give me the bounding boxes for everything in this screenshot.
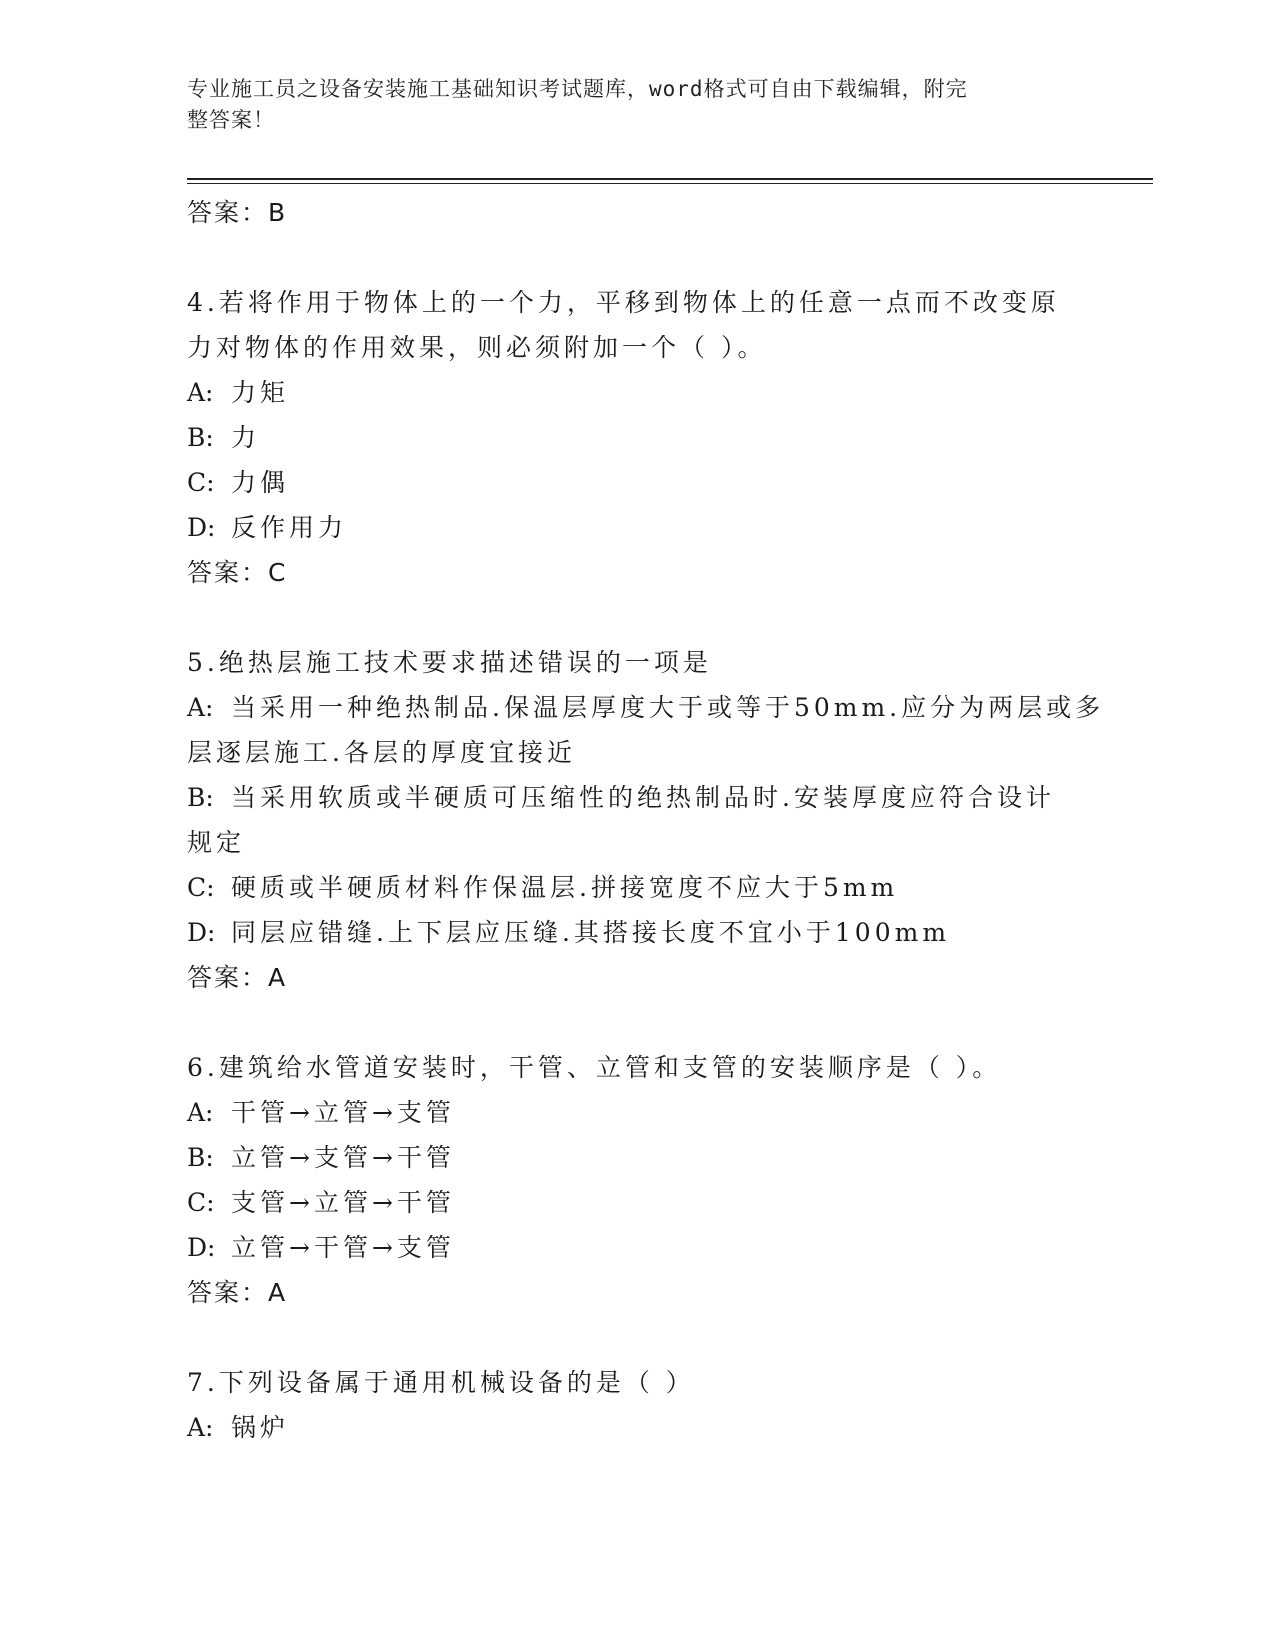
option-text: 当采用一种绝热制品.保温层厚度大于或等于50mm.应分为两层或多 bbox=[231, 693, 1105, 722]
question-list bbox=[187, 190, 1105, 1450]
spacer bbox=[187, 1315, 1087, 1360]
option-key: C: bbox=[187, 1188, 215, 1217]
option-key: C: bbox=[187, 873, 215, 902]
option-b bbox=[187, 1135, 1087, 1180]
option-key: D: bbox=[187, 918, 216, 947]
option-text: 支管→立管→干管 bbox=[231, 1188, 455, 1217]
header-rule-thick bbox=[187, 178, 1153, 180]
option-key: B: bbox=[187, 423, 214, 452]
option-c bbox=[187, 1180, 1087, 1225]
question-text: 力对物体的作用效果，则必须附加一个（ ）。 bbox=[187, 333, 767, 362]
option-text: 立管→干管→支管 bbox=[231, 1233, 455, 1262]
option-text: 立管→支管→干管 bbox=[231, 1143, 455, 1172]
option-key: B: bbox=[187, 783, 214, 812]
question-block bbox=[187, 1360, 1087, 1450]
header-rule-thin bbox=[187, 183, 1153, 184]
option-key: A: bbox=[187, 693, 214, 722]
option-text: 力 bbox=[231, 423, 261, 452]
option-key: B: bbox=[187, 1143, 214, 1172]
question-text: 6.建筑给水管道安装时，干管、立管和支管的安装顺序是（ ）。 bbox=[187, 1053, 1002, 1082]
header-line-2: 整答案！ bbox=[187, 108, 275, 132]
option-key: D: bbox=[187, 1233, 216, 1262]
option-text: 硬质或半硬质材料作保温层.拼接宽度不应大于5mm bbox=[231, 873, 899, 902]
option-b-continued: 规定 bbox=[187, 828, 246, 857]
answer-line: 答案：C bbox=[187, 558, 288, 587]
page-header bbox=[187, 74, 1067, 136]
option-text: 干管→立管→支管 bbox=[231, 1098, 455, 1127]
question-text: 5.绝热层施工技术要求描述错误的一项是 bbox=[187, 648, 712, 677]
spacer bbox=[187, 235, 1087, 280]
option-b bbox=[187, 415, 1087, 460]
option-d bbox=[187, 505, 1087, 550]
option-key: D: bbox=[187, 513, 216, 542]
header-line-1: 专业施工员之设备安装施工基础知识考试题库，word格式可自由下载编辑，附完 bbox=[187, 77, 968, 101]
option-key: A: bbox=[187, 1098, 214, 1127]
answer-line: 答案：A bbox=[187, 1278, 288, 1307]
question-block bbox=[187, 1045, 1087, 1315]
question-block bbox=[187, 280, 1087, 595]
option-a bbox=[187, 1405, 1087, 1450]
option-text: 力偶 bbox=[231, 468, 290, 497]
option-d bbox=[187, 910, 1087, 955]
spacer bbox=[187, 595, 1087, 640]
question-text: 4.若将作用于物体上的一个力，平移到物体上的任意一点而不改变原 bbox=[187, 288, 1060, 317]
option-key: C: bbox=[187, 468, 215, 497]
spacer bbox=[187, 1000, 1087, 1045]
option-c bbox=[187, 460, 1087, 505]
option-text: 当采用软质或半硬质可压缩性的绝热制品时.安装厚度应符合设计 bbox=[231, 783, 1055, 812]
option-b bbox=[187, 775, 1087, 820]
option-text: 锅炉 bbox=[231, 1413, 290, 1442]
option-text: 力矩 bbox=[231, 378, 290, 407]
option-key: A: bbox=[187, 1413, 214, 1442]
question-text: 7.下列设备属于通用机械设备的是（ ） bbox=[187, 1368, 695, 1397]
option-a bbox=[187, 685, 1105, 730]
option-c bbox=[187, 865, 1087, 910]
answer-line: 答案：B bbox=[187, 198, 288, 227]
answer-line: 答案：A bbox=[187, 963, 288, 992]
option-d bbox=[187, 1225, 1087, 1270]
option-text: 反作用力 bbox=[231, 513, 348, 542]
option-a bbox=[187, 1090, 1087, 1135]
option-text: 同层应错缝.上下层应压缝.其搭接长度不宜小于100mm bbox=[231, 918, 951, 947]
option-a-continued: 层逐层施工.各层的厚度宜接近 bbox=[187, 738, 576, 767]
option-key: A: bbox=[187, 378, 214, 407]
option-a bbox=[187, 370, 1087, 415]
question-block bbox=[187, 640, 1105, 1000]
